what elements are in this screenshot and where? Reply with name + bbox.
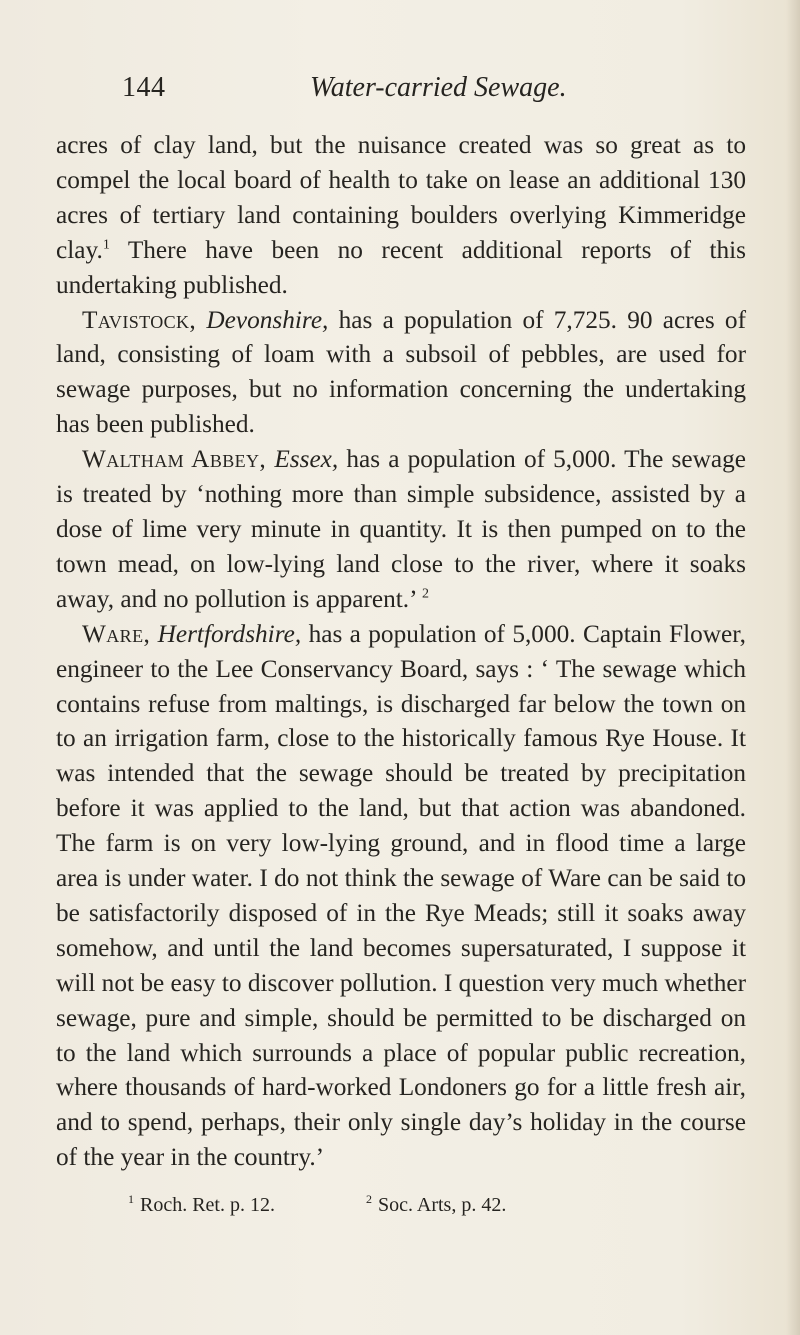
body-text xyxy=(56,128,746,1175)
footnote-1-text: Roch. Ret. p. 12. xyxy=(140,1194,275,1216)
running-title: Water-carried Sewage. xyxy=(310,72,567,103)
paragraph-1 xyxy=(56,128,746,303)
footnote-2-mark: 2 xyxy=(366,1192,372,1207)
footnote-2-text: Soc. Arts, p. 42. xyxy=(378,1194,507,1216)
county-essex: Essex, xyxy=(274,445,339,474)
page-number: 144 xyxy=(122,72,166,103)
place-name-ware: Ware, xyxy=(82,619,151,648)
footnote-1-mark: 1 xyxy=(128,1192,134,1207)
paragraph-ware xyxy=(56,617,746,1176)
place-name-waltham-abbey: Waltham Abbey, xyxy=(82,445,267,474)
paragraph-1-text: acres of clay land, but the nuisance created was so great as to compel the local board of health to take on lease an additional 130 acres of tertiary land containing boulders overlying Kimmeridge clay. xyxy=(56,131,746,264)
page-edge-shadow xyxy=(786,0,800,1335)
paragraph-1-text-continued: There have been no recent additional reports of this undertaking published. xyxy=(56,235,746,299)
county-devonshire: Devonshire, xyxy=(206,305,329,334)
paragraph-waltham-abbey-text: has a population of 5,000. The sewage is treated by ‘nothing more than simple subsidence, assisted by a dose of lime very minute in quantity. It is then pumped on to the town mead, on low-lying land close to the river, where it soaks away, and no pollution is apparent.’ xyxy=(56,445,746,613)
place-name-tavistock: Tavistock, xyxy=(82,305,197,334)
county-hertfordshire: Hertfordshire, xyxy=(157,619,302,648)
running-head xyxy=(122,72,682,112)
footnote-ref-2: 2 xyxy=(422,586,430,602)
footnote-ref-1: 1 xyxy=(102,237,110,253)
footnote-1 xyxy=(128,1192,275,1218)
paragraph-waltham-abbey xyxy=(56,442,746,617)
paragraph-tavistock-text: has a population of 7,725. 90 acres of land, consisting of loam with a subsoil of pebbles, are used for sewage purposes, but no information concerning the undertaking has been published. xyxy=(56,305,746,439)
paragraph-ware-text: has a population of 5,000. Captain Flower, engineer to the Lee Conservancy Board, says : ‘ The sewage which contains refuse from maltings, is discharged far below the town on to an irrigation farm, close to the historically famous Rye House. It was intended that the sewage should be treated by precipitation before it was applied to the land, but that action was abandoned. The farm is on very low-lying ground, and in flood time a large area is under water. I do not think the sewage of Ware can be said to be satisfactorily disposed of in the Rye Meads; still it soaks away somehow, and until the land becomes supersaturated, I suppose it will not be easy to discover pollution. I question very much whether sewage, pure and simple, should be permitted to be discharged on to the land which surrounds a place of popular public recreation, where thousands of hard-worked Londoners go for a little fresh air, and to spend, perhaps, their only single day’s holiday in the course of the year in the country.’ xyxy=(56,619,746,1172)
paragraph-tavistock xyxy=(56,303,746,443)
footnote-2 xyxy=(366,1192,506,1218)
